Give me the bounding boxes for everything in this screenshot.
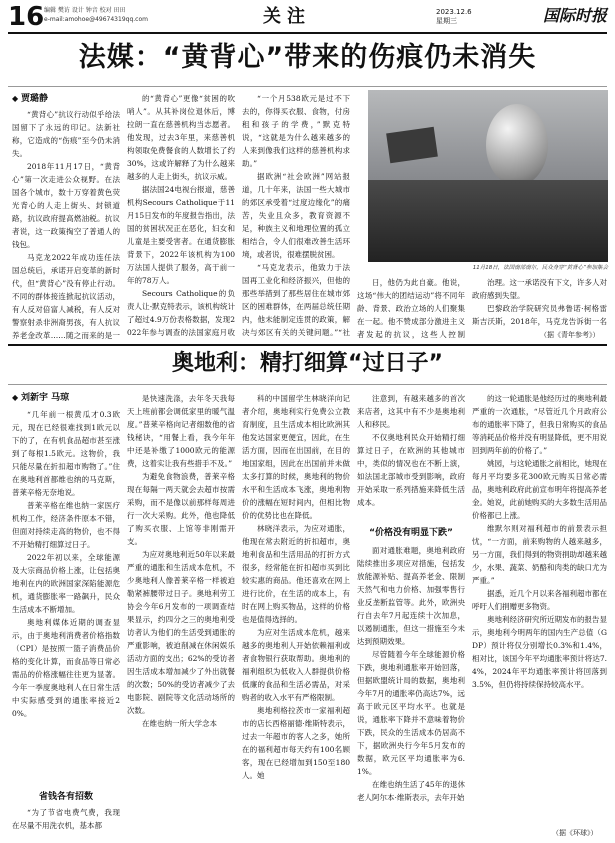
paragraph: 巴黎政治学院研究员弗鲁诺·柯格雷斯吉沃斯，2018年，马克龙告诉街一名 <box>472 304 607 326</box>
paragraph: “一个月538欧元是过不下去的，你得买衣服、食物，付房租和孩子的学费，”默克特说，“这就是为什么越来越多的人来到像我们这样的慈善机构求助。” <box>242 94 350 168</box>
article2-column-5 <box>472 392 607 826</box>
weekday-text: 星期三 <box>436 17 457 25</box>
divider <box>8 384 607 385</box>
article2-column-3 <box>242 392 350 840</box>
article1-column-4 <box>357 276 465 340</box>
page-number: 16 <box>8 2 45 32</box>
date-text: 2023.12.6 <box>436 8 472 16</box>
paragraph: 日，他仍为此自豪。他说，这场“伟大的团结运动”将不同年龄、背景、政治立场的人们聚集在一起。他不赞成部分激进主义者发起的抗议，这些人控制 <box>357 278 465 339</box>
paragraph: 奥地利格拉茨市一家福利超市的店长西格丽德·维斯特表示，过去一年超市的客人之多，她所在的福利超市每天约有100名顾客，现在已经增加到150至180人。她 <box>242 706 350 780</box>
article2-column-2 <box>127 392 235 840</box>
article2-column-1-tail: “为了节省电费气费，我现在尽量不用洗衣机，基本都 <box>12 808 120 830</box>
masthead-credits <box>44 6 148 24</box>
paragraph: 为应对生活成本危机，越来越多的奥地利人开始依赖福利或者食物银行获取帮助。奥地利的福利组织为低收入人群提供价格低廉的食品和生活必需品，对采购者的收入水平有严格限制。 <box>242 628 350 702</box>
article1-column-3 <box>242 92 350 340</box>
paragraph: 据悉，近几个月以来各福利超市都在呼吁人们捐赠更多物资。 <box>472 589 607 611</box>
paragraph: 的“黄背心”更像“贫困的吹哨人”。从其补岗位退休后，博拉朗一直在慈善机构当志愿者。他发现，过去3年里，来慈善机构领取免费餐食的人数增长了约30%，这或许解释了为什么越来越多的人走上街头，抗议示威。 <box>127 94 235 181</box>
divider <box>8 86 607 87</box>
paragraph: Secours Catholique的负责人让-默克特表示，该机构统计了超过4.9万份表格数据，发现2022年参与调查的法国家庭月收 <box>127 289 235 337</box>
photo-balloon-shape <box>486 104 548 186</box>
editor-line: 编辑 樊访 设计 钟音 校对 田田 <box>44 7 126 14</box>
paragraph: 姚园，与这轮通胀之前相比，她现在每月平均要多花300欧元购买日常必需品，奥地利政府此前宣布明年将提高养老金。她说，此前她购买的大多数生活用品价格都已上涨。 <box>472 459 607 520</box>
article2-column-4-bottom <box>357 544 465 840</box>
paragraph: 是快速洗涤，去年冬天我每天上班前都会调低家里的暖气温度。”普莱辛格向记者细数他的省钱秘诀，“用餐上看，我今年年中还是补缴了1000欧元的能源费，这着实让我有些措手不及。” <box>127 394 235 468</box>
paragraph: 2018年11月17日，“黄背心”第一次走进公众视野。在法国各个城市，数十万穿着黄色荧光背心的人走上街头、封锁道路，抗议政府提高燃油税。抗议者说，这一政策掏空了普通人的钱包。 <box>12 162 120 249</box>
paragraph: “黄背心”抗议行动似乎给法国留下了永远的印记。法新社称，它造成的“伤痕”至今仍未消失。 <box>12 110 120 158</box>
paper-logo: 国际时报 <box>542 6 607 25</box>
paragraph: 尽管随着今年全球能源价格下跌，奥地利通胀率开始回落，但据欧盟统计局的数据，奥地利今年7月的通胀率仍高达7%，远高于欧元区平均水平。也就是说，通胀率下降并不意味着物价下跌，民众的生活成本仍居高不下，据欧洲央行今年5月发布的数据，欧元区平均通胀率为6.1%。 <box>357 650 465 776</box>
paragraph: 维默尔则对福利超市的前景表示担忧，“一方面，前来购物的人越来越多，另一方面，我们得到的物资捐助却越来越少，水果、蔬菜、奶酪和肉类的缺口尤为严重。” <box>472 524 607 585</box>
article2-byline: ◆ 刘新宇 马琼 <box>12 392 69 404</box>
article1-byline: ◆ 贾璐静 <box>12 93 48 105</box>
paragraph: 据法国24电视台报道，慈善机构Secours Catholique于11月15日发布的年度报告指出，法国的贫困状况正在恶化，妇女和儿童是主要受害者。在通货膨胀背景下，2022年该机构为100万法国人提供了服务，高于前一年的78万人。 <box>127 185 235 285</box>
paragraph: 注意到，有越来越多的首次来店者，这其中有不少是奥地利人和移民。 <box>357 394 465 429</box>
protest-photo <box>368 90 608 262</box>
photo-flag-shape <box>386 127 438 163</box>
paragraph: 为应对奥地利近50年以来最严重的通胀和生活成本危机，不少奥地利人像普莱辛格一样被迫勒紧裤腰带过日子。奥地利劳工协会今年6月发布的一项调查结果显示，约四分之三的奥地利受访者认为他们的生活受到通胀的严重影响，被迫削减在休闲娱乐活动方面的支出；62%的受访者因生活成本增加减少了外出就餐的次数；50%的受访者减少了去电影院、剧院等文化活动场所的次数。 <box>127 550 235 715</box>
paragraph: 奥地利经济研究所近期发布的报告显示，奥地利今明两年的国内生产总值（GDP）预计将仅分别增长0.3%和1.4%，相对比，该国今年平均通胀率预计将达7.4%，2024年平均通胀率预计将回落到3.5%，但仍将持续保持较高水平。 <box>472 615 607 689</box>
paragraph: 治理。这一承诺没有下文，许多人对政府感到失望。 <box>472 278 607 300</box>
article2-subhead-1: 省钱各有招数 <box>38 792 93 802</box>
article1-column-1 <box>12 108 120 340</box>
masthead <box>8 2 607 34</box>
article2-headline: 奥地利：精打细算“过日子” <box>172 351 443 376</box>
email-line: e-mail:amohoe@49674319qq.com <box>44 16 148 23</box>
paragraph: 在维也纳一所大学念本 <box>142 719 217 728</box>
section-title: 关注 <box>263 6 311 27</box>
paragraph: 为避免食物浪费，普莱辛格现在每隔一两天就会去超市按需采购，而不是像以前那样每周进行一次大采购。此外，他也降低了购买衣服、上馆等非刚需开支。 <box>127 472 235 546</box>
paragraph: 据欧洲“社会欧洲”网站报道，几十年来，法国一些大城市的郊区承受着“过度边缘化”的痛苦，失业且众多，教育资源不足，种族主义和地理位置的孤立相结合，令人们很难改善生活环境，或者说，很难摆脱贫困。 <box>242 172 350 259</box>
paragraph: 马克龙2022年成功连任法国总统后，承诺开启变革的新时代，但“黄背心”没有停止行动。不同的群体接连掀起抗议活动，有人反对倍富人减税，有人反对警察射杀非洲裔男孩，有人抗议养老金改革……随之而来的是一 <box>12 253 120 340</box>
paragraph: 林晓洋表示，为应对通胀，他现在常去附近的折扣超市，奥地利食品和生活用品的打折方式很多，经常能在折扣超市买到比较实惠的商品。他还喜欢在网上进行比价，在生活的成本上，有时在网上购买物品，这样的价格也是值得选择的。 <box>242 524 350 624</box>
issue-date <box>436 8 472 26</box>
article1-column-5 <box>472 276 607 328</box>
section-divider <box>8 344 607 346</box>
paragraph: 2022年初以来，全球能源及大宗商品价格上涨，让包括奥地利在内的欧洲国家深陷能源危机，通货膨胀率一路飙升，民众生活成本不断增加。 <box>12 553 120 614</box>
article2-column-1 <box>12 408 120 786</box>
paragraph: “马克龙表示，他致力于法国再工业化和经济振兴，但他的那些举措到了那些居住在城市郊区的困难群体，在两届总统任期内，他未能制定连贯的政策，解决与郊区有关的关键问题。”“社 <box>242 263 350 337</box>
article2-subhead-2: “价格没有明显下跌” <box>369 528 453 538</box>
article1-credit: （据《青年参考》） <box>540 331 600 339</box>
article2-credit: （据《环球》） <box>552 829 598 837</box>
paragraph: 不仅奥地利民众开始精打细算过日子，在欧洲的其他城市中，类似的情况也在不断上演，如法国北部城市受到影响，政府开始采取一系列措施来降低生活成本。 <box>357 433 465 507</box>
photo-crowd-shape <box>368 180 608 262</box>
paragraph: 普莱辛格在维也纳一家医疗机构工作，经济条件原本不错，但面对持续走高的物价，也不得不开始精打细算过日子。 <box>12 501 120 549</box>
paragraph: 的这一轮通胀是他经历过的奥地利最严重的一次通胀，“尽管近几个月政府公布的通胀率下降了，但我日常购买的食品等消耗品价格并没有明显降低，更不用说回到两年前的价格了。” <box>472 394 607 455</box>
article2-column-4-top <box>357 392 465 522</box>
paragraph: 在维也纳生活了45年的退休老人阿尔本·维斯表示，去年开始 <box>357 780 465 802</box>
paragraph: 奥地利媒体近期的调查显示，由于奥地利消费者价格指数（CPI）是按照一篮子消费品价格的变化计算，而食品等日常必需品的价格涨幅往往更为显著。今年一季度奥地利人在日常生活中实际感受到的通胀率接近20%。 <box>12 618 120 718</box>
article1-headline: 法媒：“黄背心”带来的伤痕仍未消失 <box>78 42 537 73</box>
paragraph: 面对通胀难题，奥地利政府陆续推出多项应对措施，包括发放能源补贴、提高养老金、限制天然气和电力价格、加强零售行业反垄断监管等。此外，欧洲央行自去年7月起连续十次加息，以遏制通胀，但这一措施至今未达到预期效果。 <box>357 546 465 646</box>
photo-caption: 11月18日，法国南部南尔，民众身穿“黄背心”参加集会 <box>472 265 608 271</box>
paragraph: “几年前一根黄瓜才0.3欧元，现在已经很难找到1欧元以下的了，在有机食品超市甚至涨到了每根1.5欧元。这物价，我只能尽量在折扣超市购物了。”住在奥地利首都维也纳的马克斯，普莱辛格无奈地说。 <box>12 410 120 497</box>
paragraph: 科的中国留学生林晓洋向记者介绍，奥地利实行免费公立教育制度，且生活成本相比欧洲其他发达国家更便宜，因此，在生活方面，因而在出国前，在目的地国家组，因此在出国前并未做太多打算的时候，奥地利的物价水平和生活成本飞涨，奥地利物价的涨幅在短时间内，但相比物价的优势比也在降低。 <box>242 394 350 520</box>
article1-column-2 <box>127 92 235 340</box>
